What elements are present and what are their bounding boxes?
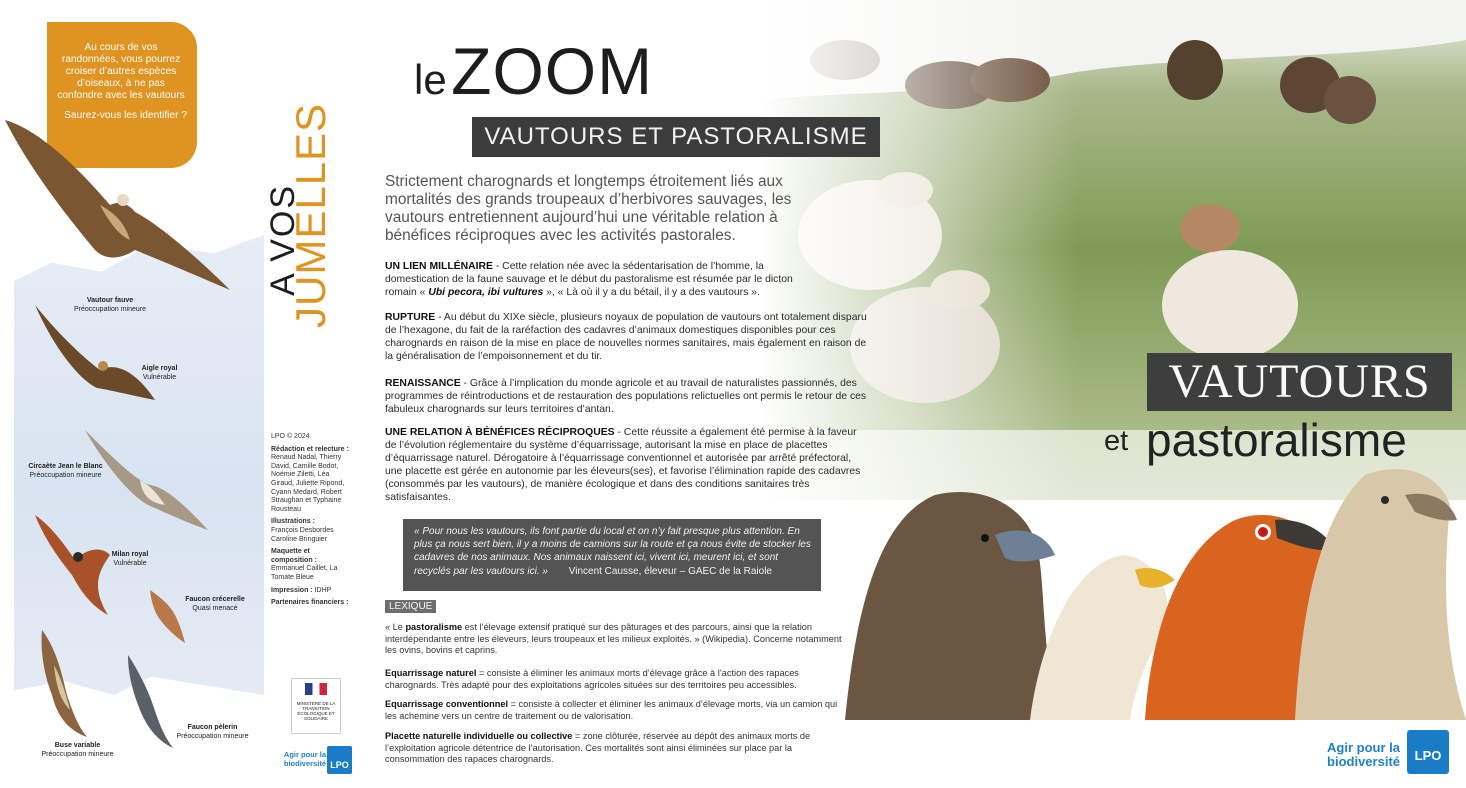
bird-label-faucon-pelerin: Faucon pèlerin Préoccupation mineure <box>176 724 249 740</box>
lpo-logo: LPO <box>1407 730 1449 774</box>
copyright: LPO © 2024 <box>271 433 310 440</box>
title-a-vos: A VOS <box>264 183 302 296</box>
credit-label-illustrations: Illustrations : <box>271 518 315 526</box>
credit-names-maquette: Emmanuel Caillet, La Tomate Bleue <box>271 565 338 581</box>
credit-names-redaction: Renaud Nadal, Thierry David, Camille Bodot, Noémie Ziletti, Léa Giraud, Juliette Ripond, Cyann Medard, Robert Straughan et Typhaine Rousteau <box>271 454 345 513</box>
subtitle-banner: VAUTOURS ET PASTORALISME <box>472 117 880 157</box>
bird-label-faucon-crecerelle: Faucon crécerelle Quasi menacé <box>185 596 245 612</box>
a-vos-jumelles-title <box>232 70 328 330</box>
lexique-equarrissage-naturel: Equarrissage naturel = consiste à éliminer les animaux morts d’élevage grâce à l’action des rapaces charognards. Très adapté pour des exploitations agricoles situées sur des territoires peu accessibles. <box>385 668 799 690</box>
agir-biodiversite-text: Agir pour la biodiversité <box>1327 740 1400 769</box>
farmer-quote <box>403 519 821 591</box>
intro-question: Saurez-vous les identifier ? <box>64 110 187 121</box>
zoom-title <box>414 33 653 109</box>
lpo-small-logo: LPO <box>327 746 352 774</box>
credit-label-partners: Partenaires financiers : <box>271 599 349 607</box>
title-jumelles: JUMELLES <box>287 102 328 328</box>
paragraph-renaissance: RENAISSANCE - Grâce à l’implication du monde agricole et au travail de naturalistes passionnés, des programmes de réintroductions et de restauration des populations relictuelles ont permis le retour de ces fabuleux charognards sur leurs territoires d’antan. <box>385 378 867 416</box>
ministry-logo <box>291 678 341 734</box>
bird-label-vautour-fauve: Vautour fauve Préoccupation mineure <box>74 297 146 313</box>
credit-value-impression: IDHP <box>314 586 332 594</box>
paragraph-rupture: RUPTURE - Au début du XIXe siècle, plusieurs noyaux de population de vautours ont totalement disparu de l’hexagone, du fait de la raréfaction des cadavres d’animaux domestiques disponibles pour ces charognards en raison de la mise en place de nouvelles normes sanitaires, mais également en raison de la généralisation de l’empoisonnement et du tir. <box>385 312 867 363</box>
zoom-le: le <box>414 56 447 103</box>
vulture-portraits-illustration <box>845 460 1466 720</box>
paragraph-lien-millenaire: UN LIEN MILLÉNAIRE - Cette relation née avec la sédentarisation de l’homme, la domestication de la faune sauvage et le début du pastoralisme est résumée par le dicton romain « Ubi pecora, ibi vultures », « Là où il y a du bétail, il y a des vautours ». <box>385 261 793 299</box>
paragraph-relation: UNE RELATION À BÉNÉFICES RÉCIPROQUES - Cette réussite a également été permise à la faveur de l’évolution réglementaire du système d’équarrissage, autorisant la mise en place de placettes d’équarrissage naturel. Dérogatoire à l’équarrissage conventionnel et autorisée par arrêté préfectoral, une placette est gérée en autonomie par les éleveurs(ses), et favorise l’élimination rapide des cadavres (consommés par les vautours), de manière écologique et dans des conditions sanitaires très satisfaisantes. <box>385 427 861 504</box>
lead-paragraph: Strictement charognards et longtemps étroitement liés aux mortalités des grands troupeaux d’herbivores sauvages, les vautours entretiennent aujourd’hui une véritable relation à bénéfices réciproques avec les activités pastorales. <box>385 173 792 244</box>
ministry-logo-text: MINISTÈRE DE LA TRANSITION ÉCOLOGIQUE ET SOLIDAIRE <box>296 701 336 721</box>
lexique-placette: Placette naturelle individuelle ou collective = zone clôturée, réservée au dépôt des animaux morts de l’exploitation agricole détentrice de l’autorisation. Ces mortalités sont ainsi éliminées sur place par la consommation des rapaces charognards. <box>385 731 811 765</box>
quote-text: « Pour nous les vautours, ils font partie du local et on n’y fait presque plus attention. En plus ça nous sert bien, il y a moins de camions sur la route et ça nous évite de stocker les cadavres de nos animaux. Nos animaux naissent ici, vivent ici, meurent ici, et sont recyclés par les vautours ici. » <box>414 526 811 577</box>
buzzard-illustration <box>32 625 97 740</box>
agir-small-text: Agir pour la biodiversité <box>283 750 326 768</box>
credit-label-impression: Impression : <box>271 586 313 594</box>
lexique-label: LEXIQUE <box>385 600 436 613</box>
bird-label-circaete: Circaète Jean le Blanc Préoccupation mineure <box>28 463 103 479</box>
credits-block <box>271 433 351 608</box>
lexique-equarrissage-conventionnel: Equarrissage conventionnel = consiste à collecter et éliminer les animaux d’élevage morts, via un camion qui les achemine vers un centre de traitement ou de valorisation. <box>385 699 838 721</box>
bird-label-milan-royal: Milan royal Vulnérable <box>111 551 149 567</box>
hero-title-et: et <box>1104 425 1129 457</box>
hero-title-pastoralisme: pastoralisme <box>1146 414 1407 466</box>
credit-label-maquette: Maquette et composition : <box>271 548 317 564</box>
intro-text: Au cours de vos randonnées, vous pourrez croiser d’autres espèces d’oiseaux, à ne pas confondre avec les vautours <box>57 42 185 101</box>
hero-title-vautours: VAUTOURS <box>1147 353 1452 411</box>
credit-names-illustrations: François Desbordes Caroline Bringuier <box>271 526 334 543</box>
griffon-vulture-illustration <box>0 110 240 305</box>
credit-label-redaction: Rédaction et relecture : <box>271 445 349 453</box>
bird-label-aigle-royal: Aigle royal Vulnérable <box>141 365 178 381</box>
bird-label-buse-variable: Buse variable Préoccupation mineure <box>41 742 114 758</box>
kestrel-illustration <box>145 585 190 645</box>
golden-eagle-illustration <box>25 300 165 410</box>
lexique-pastoralisme: « Le pastoralisme est l’élevage extensif pratiqué sur des pâturages et des parcours, ainsi que la relation interdépendante entre les éleveurs, leurs troupeaux et les milieux exploités. » (Wikipedia). Concerne notamment les ovins, bovins et caprins. <box>385 622 842 656</box>
zoom-word: ZOOM <box>451 34 654 108</box>
quote-author: Vincent Causse, éleveur – GAEC de la Raiole <box>568 565 772 577</box>
